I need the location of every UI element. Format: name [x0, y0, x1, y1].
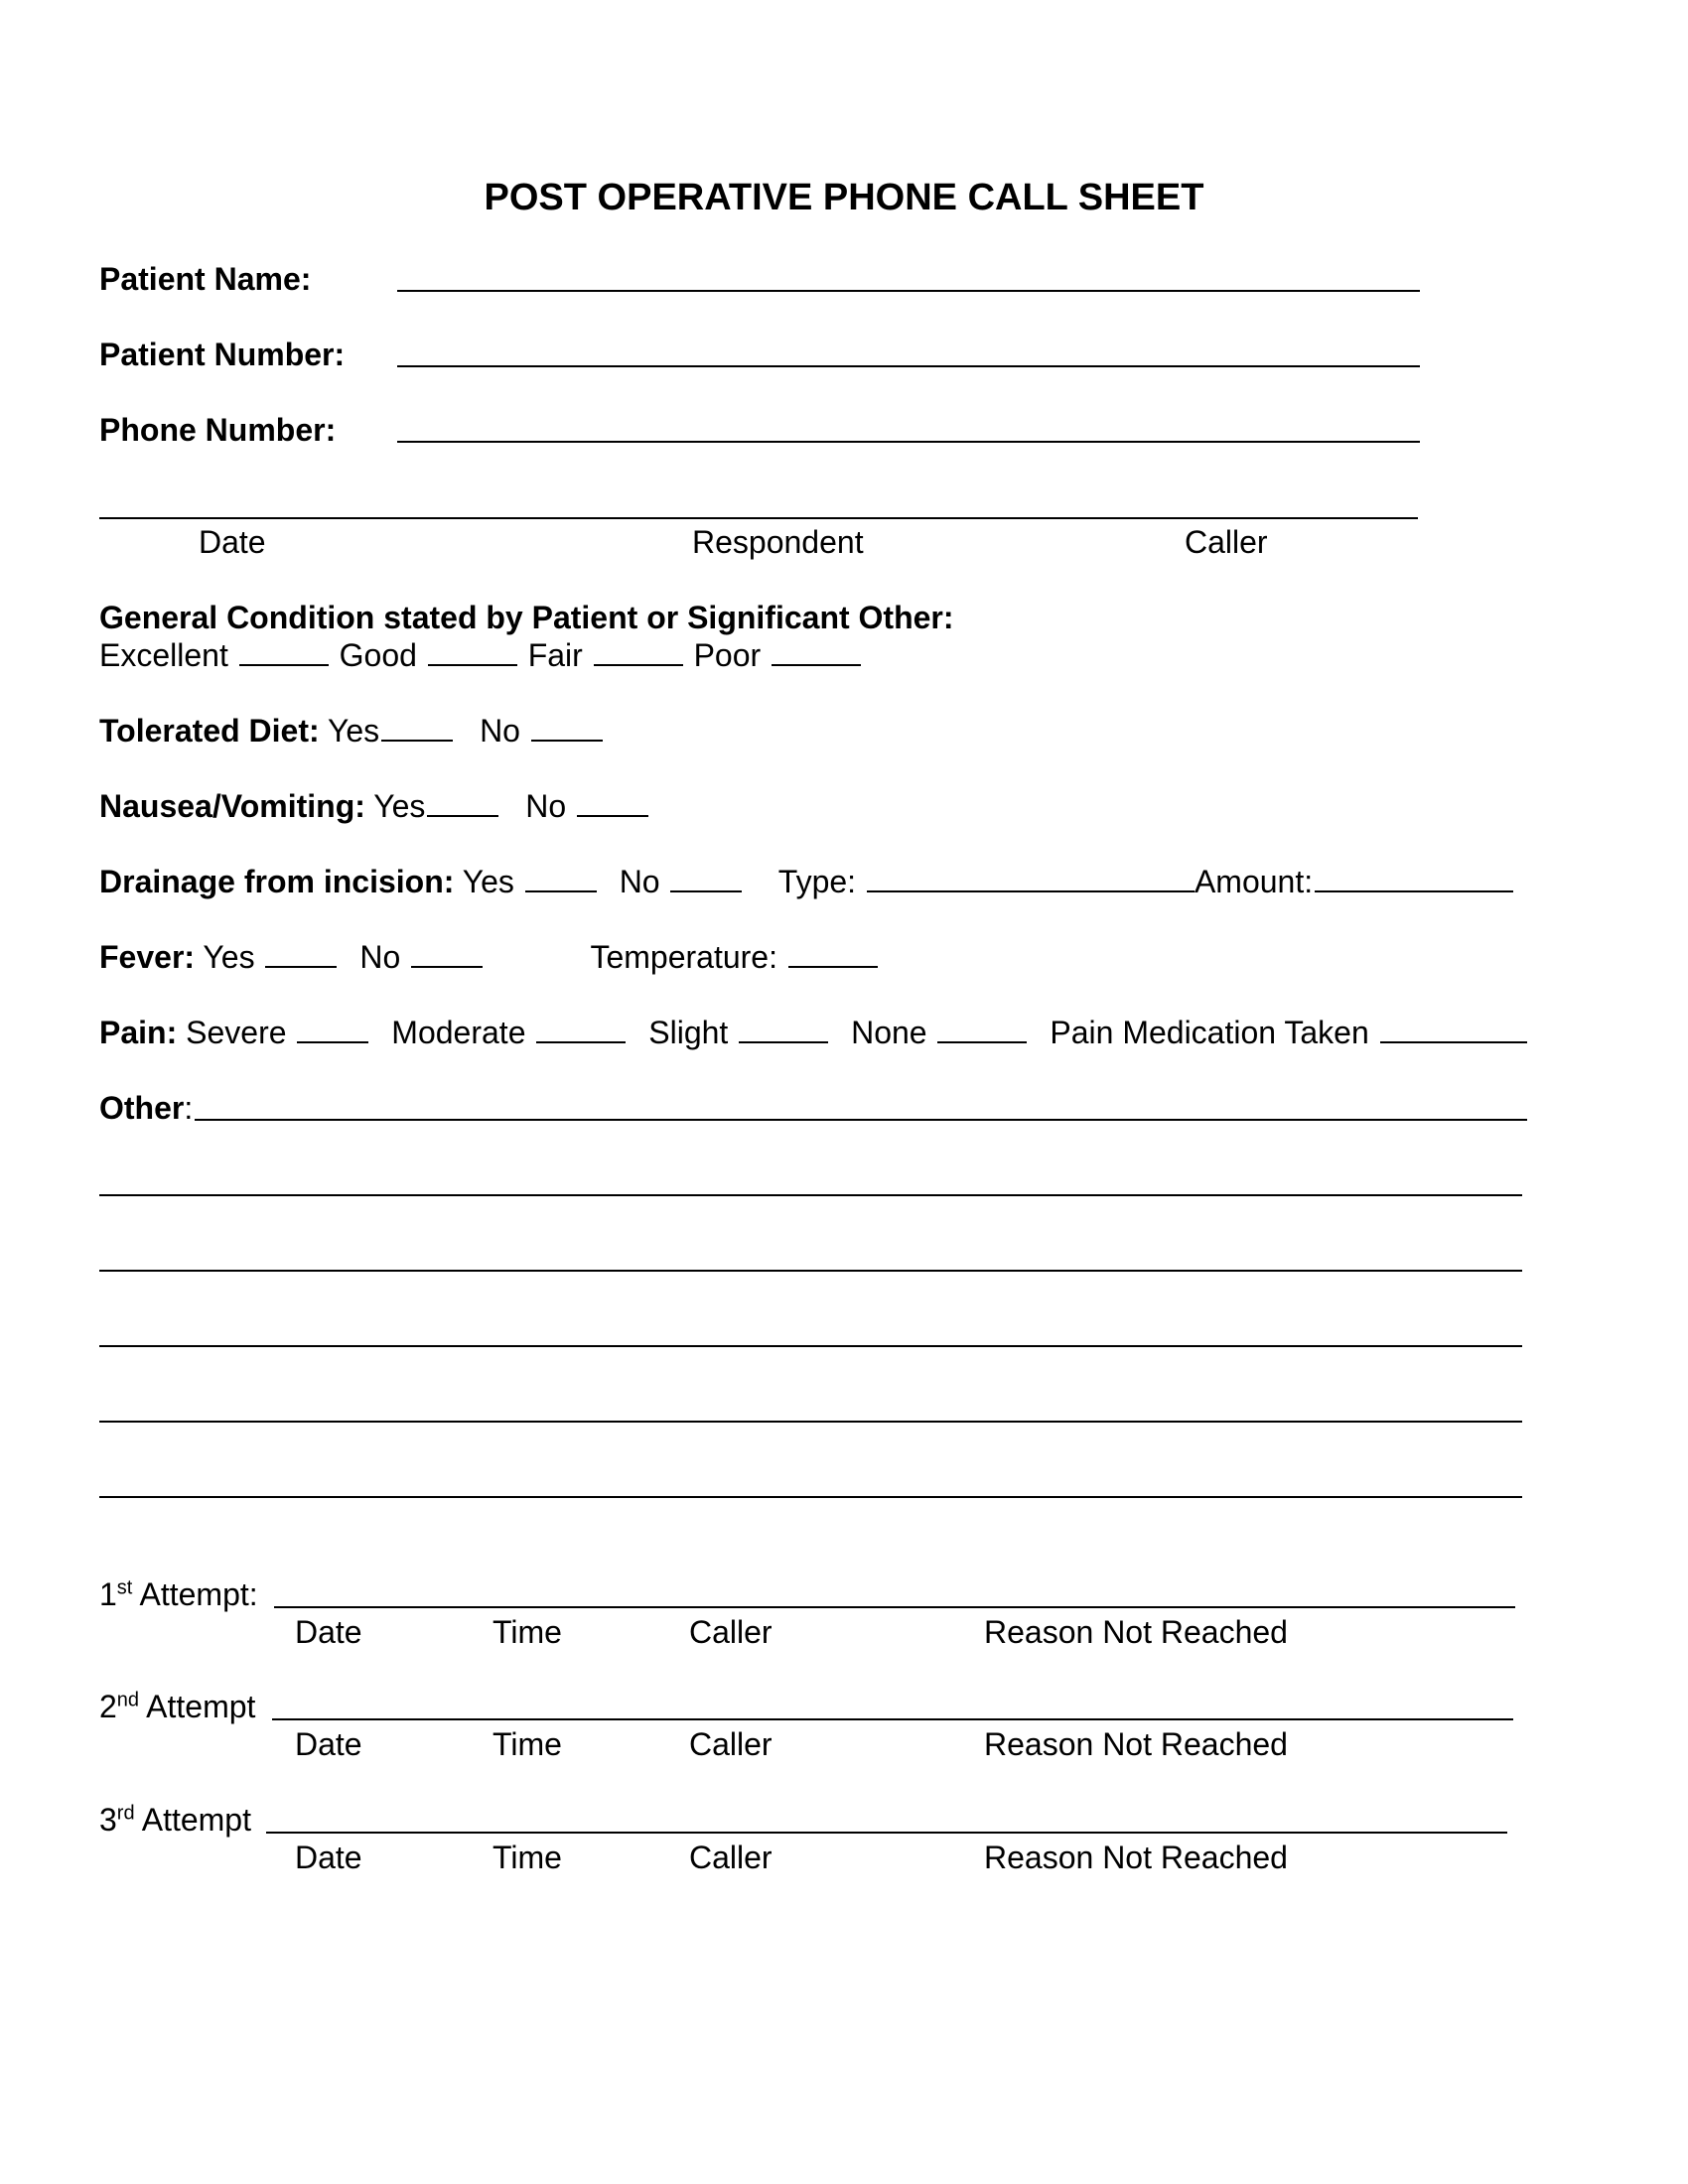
pain-label: Pain: — [99, 1015, 178, 1050]
attempt-3-field[interactable] — [266, 1832, 1507, 1834]
fever-yes-label: Yes — [203, 939, 255, 975]
respondent-label: Respondent — [692, 524, 864, 560]
pain-slight-label: Slight — [648, 1015, 729, 1050]
pain-severe-blank[interactable] — [297, 1040, 368, 1043]
patient-name-field[interactable] — [397, 290, 1420, 292]
patient-number-field[interactable] — [397, 365, 1420, 367]
diet-no-blank[interactable] — [531, 739, 603, 742]
nausea-no-blank[interactable] — [577, 814, 648, 817]
other-line-3[interactable] — [99, 1270, 1522, 1272]
fever-label: Fever: — [99, 939, 196, 975]
page-title: POST OPERATIVE PHONE CALL SHEET — [484, 177, 1204, 218]
tolerated-diet-label: Tolerated Diet: — [99, 713, 320, 749]
attempt-2-label: 2nd Attempt — [99, 1689, 256, 1724]
attempt-1-caller-label: Caller — [689, 1614, 773, 1650]
other-row: Other: — [99, 1090, 194, 1126]
patient-name-label: Patient Name: — [99, 261, 312, 297]
pain-slight-blank[interactable] — [739, 1040, 828, 1043]
excellent-label: Excellent — [99, 637, 228, 673]
fever-no-label: No — [359, 939, 401, 975]
pain-severe-label: Severe — [186, 1015, 287, 1050]
pain-moderate-label: Moderate — [391, 1015, 526, 1050]
attempt-1-time-label: Time — [492, 1614, 562, 1650]
other-label: Other — [99, 1090, 185, 1126]
other-line-5[interactable] — [99, 1421, 1522, 1423]
attempt-1-label: 1st Attempt: — [99, 1576, 258, 1612]
pain-medication-label: Pain Medication Taken — [1050, 1015, 1369, 1050]
nausea-label: Nausea/Vomiting: — [99, 788, 365, 824]
good-blank[interactable] — [428, 663, 517, 666]
nausea-yes-blank[interactable] — [427, 814, 498, 817]
date-label: Date — [199, 524, 266, 560]
pain-row — [99, 1017, 1529, 1048]
attempt-3-date-label: Date — [295, 1840, 362, 1875]
drainage-type-label: Type: — [777, 864, 857, 899]
phone-number-field[interactable] — [397, 441, 1420, 443]
attempt-3-label: 3rd Attempt — [99, 1802, 251, 1838]
drainage-type-blank[interactable] — [867, 889, 1195, 892]
nausea-yes-label: Yes — [373, 788, 426, 824]
general-condition-label: General Condition stated by Patient or Significant Other: — [99, 600, 954, 635]
drainage-no-label: No — [619, 864, 660, 899]
attempt-2-date-label: Date — [295, 1726, 362, 1762]
attempt-3-caller-label: Caller — [689, 1840, 773, 1875]
poor-label: Poor — [693, 637, 762, 673]
drainage-row — [99, 866, 1515, 897]
attempt-3-time-label: Time — [492, 1840, 562, 1875]
pain-medication-blank[interactable] — [1380, 1040, 1527, 1043]
other-line-2[interactable] — [99, 1194, 1522, 1196]
fever-row — [99, 941, 880, 973]
poor-blank[interactable] — [772, 663, 861, 666]
attempt-2-time-label: Time — [492, 1726, 562, 1762]
general-condition-options — [99, 639, 863, 671]
drainage-amount-blank[interactable] — [1315, 889, 1513, 892]
phone-number-label: Phone Number: — [99, 412, 337, 448]
tolerated-diet-row — [99, 715, 605, 747]
pain-none-label: None — [851, 1015, 927, 1050]
nausea-row — [99, 790, 650, 822]
fever-no-blank[interactable] — [411, 965, 483, 968]
drainage-amount-label: Amount: — [1194, 864, 1314, 899]
temperature-label: Temperature: — [590, 939, 777, 975]
fair-label: Fair — [527, 637, 583, 673]
excellent-blank[interactable] — [239, 663, 329, 666]
attempt-2-caller-label: Caller — [689, 1726, 773, 1762]
temperature-blank[interactable] — [788, 965, 878, 968]
pain-moderate-blank[interactable] — [536, 1040, 626, 1043]
fair-blank[interactable] — [594, 663, 683, 666]
attempt-2-field[interactable] — [272, 1718, 1513, 1720]
other-line-6[interactable] — [99, 1496, 1522, 1498]
pain-none-blank[interactable] — [937, 1040, 1027, 1043]
caller-label: Caller — [1185, 524, 1268, 560]
drainage-no-blank[interactable] — [670, 889, 742, 892]
diet-no-label: No — [480, 713, 520, 749]
diet-yes-label: Yes — [327, 713, 380, 749]
date-respondent-caller-field[interactable] — [99, 517, 1418, 519]
attempt-3-reason-label: Reason Not Reached — [984, 1840, 1288, 1875]
attempt-2-reason-label: Reason Not Reached — [984, 1726, 1288, 1762]
attempt-1-reason-label: Reason Not Reached — [984, 1614, 1288, 1650]
attempt-1-field[interactable] — [274, 1606, 1515, 1608]
drainage-yes-blank[interactable] — [525, 889, 597, 892]
patient-number-label: Patient Number: — [99, 337, 346, 372]
drainage-yes-label: Yes — [462, 864, 514, 899]
drainage-label: Drainage from incision: — [99, 864, 455, 899]
other-line-1[interactable] — [195, 1119, 1527, 1121]
fever-yes-blank[interactable] — [265, 965, 337, 968]
attempt-1-date-label: Date — [295, 1614, 362, 1650]
diet-yes-blank[interactable] — [381, 739, 453, 742]
other-line-4[interactable] — [99, 1345, 1522, 1347]
nausea-no-label: No — [525, 788, 567, 824]
good-label: Good — [339, 637, 417, 673]
